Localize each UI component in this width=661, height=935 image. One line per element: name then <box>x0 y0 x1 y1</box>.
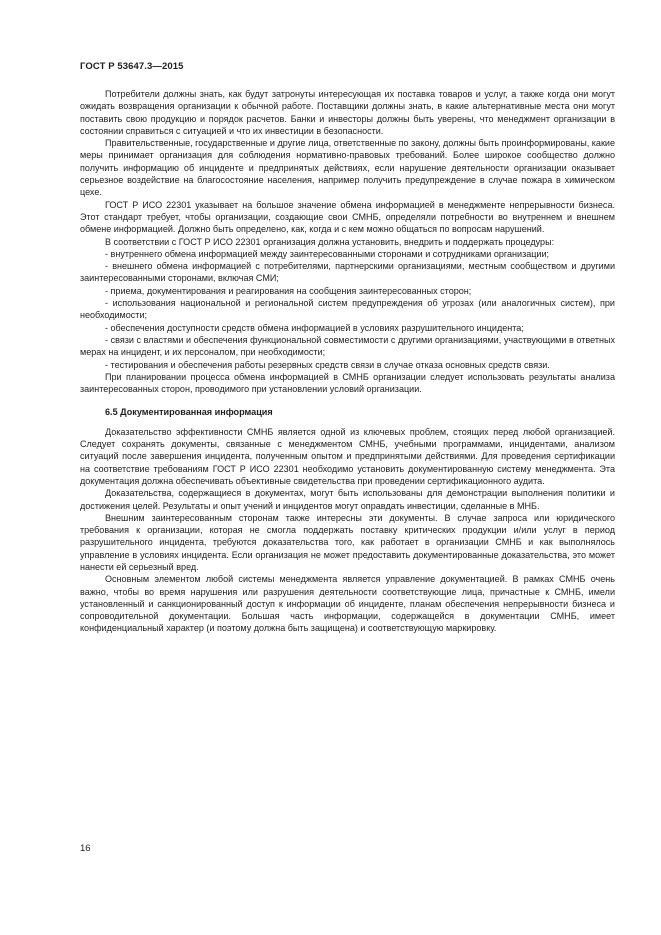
paragraph: При планировании процесса обмена информацией в СМНБ организации следует использовать результаты анализа заинтересованных сторон, проводимого при установлении условий организации. <box>80 371 615 395</box>
paragraph: Внешним заинтересованным сторонам также интересны эти документы. В случае запроса или юридического требования к организации, которая не смогла поддержать поставку критических продукции и/или услуг в период разрушительного инцидента, требуются доказательства того, как работает в организации СМНБ и как выполнялось управление в условиях инцидента. Если организация не может предоставить документированные доказательства, это может нанести ей серьезный вред. <box>80 512 615 572</box>
page-number: 16 <box>80 843 91 854</box>
list-item: - внутреннего обмена информацией между заинтересованными сторонами и сотрудниками организации; <box>105 248 550 259</box>
paragraph: Основным элементом любой системы менеджмента является управление документацией. В рамках СМНБ очень важно, чтобы во время нарушения или разрушения деятельности соответствующие лица, причастные к СМНБ, имели установленный и санкционированный доступ к информации об инциденте, планам обеспечения непрерывности бизнеса и сопроводительной документации. Большая часть информации, содержащейся в документации СМНБ, имеет конфиденциальный характер (и поэтому должна быть защищена) и соответствующую маркировку. <box>80 574 615 634</box>
paragraph: ГОСТ Р ИСО 22301 указывает на большое значение обмена информацией в менеджменте непрерывности бизнеса. Этот стандарт требует, чтобы организации, создающие свои СМНБ, определяли потребности во внутреннем и внешнем обмене информацией. Должно быть определено, как, когда и с кем можно общаться по вопросам нарушений. <box>80 199 615 235</box>
list-item: - связи с властями и обеспечения функциональной совместимости с другими организациями, участвующими в ответных мерах на инцидент, и их персоналом, при необходимости; <box>80 334 615 358</box>
list-item: - обеспечения доступности средств обмена информацией в условиях разрушительного инцидента; <box>105 322 524 333</box>
paragraph: Доказательство эффективности СМНБ является одной из ключевых проблем, стоящих перед любой организацией. Следует сохранять документы, связанные с менеджментом СМНБ, учебными программами, инцидентами, анализом ситуаций после завершения инцидента, полученным опытом и предпринятыми действиями. Для проведения сертификации на соответствие требованиям ГОСТ Р ИСО 22301 необходимо установить документированную систему менеджмента. Эта документация должна обеспечивать объективные свидетельства при проведении сертификационного аудита. <box>80 426 615 486</box>
section-heading: 6.5 Документированная информация <box>105 407 273 418</box>
standard-designation: ГОСТ Р 53647.3—2015 <box>80 61 184 72</box>
paragraph: Доказательства, содержащиеся в документах, могут быть использованы для демонстрации выполнения политики и достижения целей. Результаты и опыт учений и инцидентов могут оправдать инвестиции, сделанные в МНБ. <box>80 488 615 511</box>
list-item: - внешнего обмена информацией с потребителями, партнерскими организациями, местным сообществом и другими заинтересованными сторонами, включая СМИ; <box>80 261 615 284</box>
list-item: - приема, документирования и реагирования на сообщения заинтересованных сторон; <box>105 285 472 296</box>
list-item: - использования национальной и региональной систем предупреждения об угрозах (или аналогичных систем), при необходимости; <box>80 298 615 321</box>
list-item: - тестирования и обеспечения работы резервных средств связи в случае отказа основных средств связи. <box>105 359 550 370</box>
paragraph: Правительственные, государственные и другие лица, ответственные по закону, должны быть проинформированы, какие меры принимает организация для соблюдения нормативно-правовых требований. Более широкое сообщество должно получить информацию об инциденте и предпринятых действиях, если нарушение деятельности организации оказывает серьезное воздействие на благосостояние населения, например получить предупреждение в случае пожара в химическом цехе. <box>80 138 615 198</box>
paragraph: Потребители должны знать, как будут затронуты интересующая их поставка товаров и услуг, а также когда они могут ожидать возвращения организации к обычной работе. Поставщики должны знать, в какие альтернативные места они могут поставить свою продукцию и порядок расчетов. Банки и инвесторы должны быть уверены, что менеджмент организации в состоянии справиться с ситуацией и что их инвестиции в безопасности. <box>80 89 615 136</box>
paragraph: В соответствии с ГОСТ Р ИСО 22301 организация должна установить, внедрить и поддержать процедуры: <box>105 236 555 247</box>
page-body <box>80 88 615 635</box>
